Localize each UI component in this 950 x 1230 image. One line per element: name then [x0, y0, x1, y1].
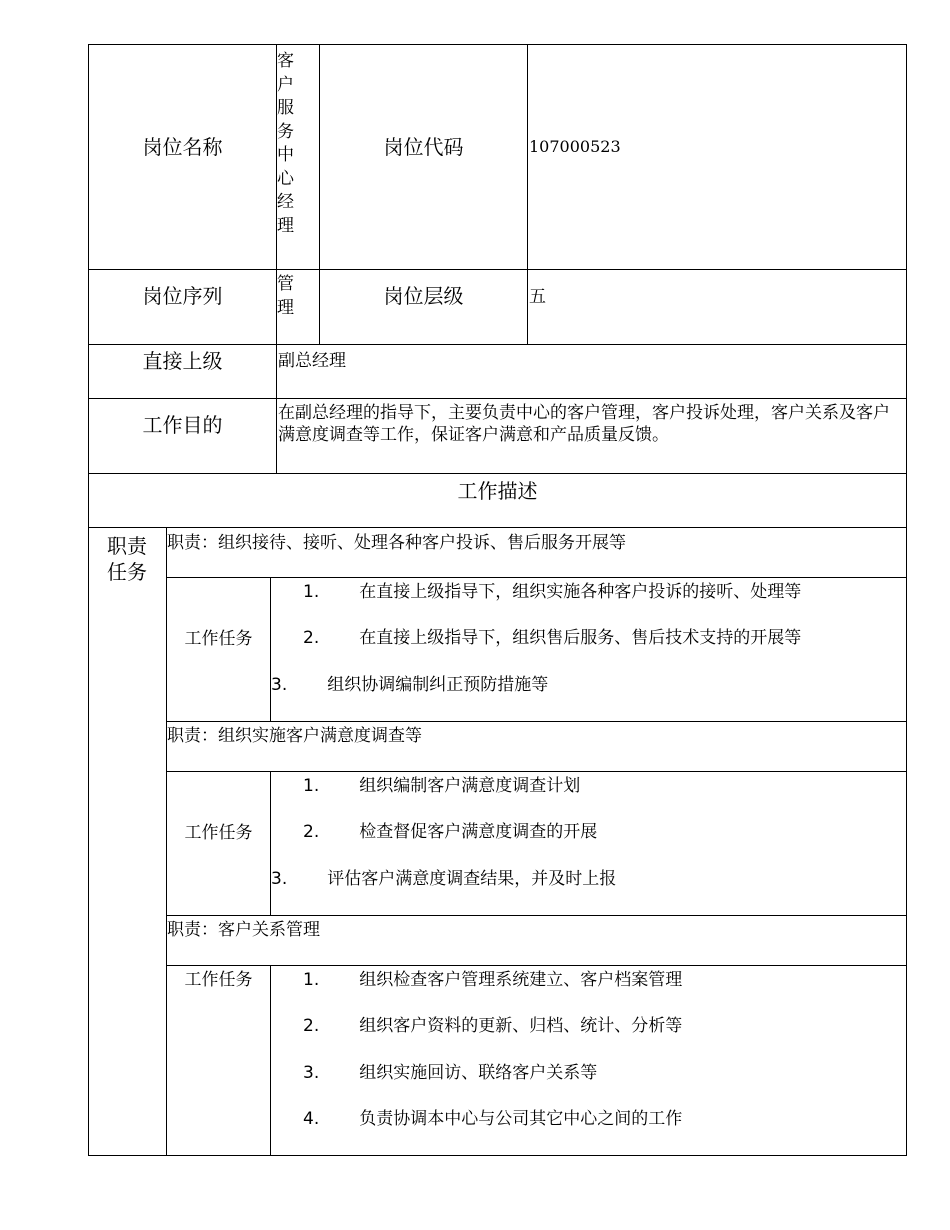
task-item	[303, 1015, 682, 1037]
job-code-value: 107000523	[529, 137, 621, 156]
task-item	[303, 1062, 597, 1084]
duty-label: 职责任务	[107, 534, 147, 584]
task-number: 3.	[271, 869, 288, 889]
duty-title: 职责：组织接待、接听、处理各种客户投诉、售后服务开展等	[167, 533, 626, 553]
task-label: 工作任务	[184, 823, 253, 843]
task-text: 检查督促客户满意度调查的开展	[359, 822, 598, 842]
task-number: 4.	[303, 1109, 320, 1129]
job-name-value: 客户服务中心经理	[277, 51, 294, 236]
task-item	[303, 969, 682, 991]
task-item	[303, 627, 801, 649]
job-series-value: 管理	[277, 274, 294, 318]
task-number: 2.	[303, 628, 320, 648]
job-level-label: 岗位层级	[383, 284, 464, 308]
task-text: 评估客户满意度调查结果，并及时上报	[327, 869, 617, 889]
task-text: 在直接上级指导下，组织售后服务、售后技术支持的开展等	[359, 628, 802, 648]
task-item	[303, 581, 801, 603]
job-level-value: 五	[529, 287, 546, 307]
task-number: 1.	[303, 970, 320, 990]
task-text: 在直接上级指导下，组织实施各种客户投诉的接听、处理等	[359, 582, 802, 602]
task-number: 3.	[271, 675, 288, 695]
superior-value: 副总经理	[278, 351, 346, 371]
task-item	[303, 775, 580, 797]
job-code-label: 岗位代码	[383, 135, 464, 159]
description-title: 工作描述	[457, 479, 538, 503]
task-label: 工作任务	[184, 970, 253, 990]
purpose-label: 工作目的	[142, 413, 223, 437]
duty-title: 职责：客户关系管理	[167, 920, 320, 940]
job-series-label: 岗位序列	[142, 284, 223, 308]
task-item	[271, 868, 616, 890]
task-text: 组织检查客户管理系统建立、客户档案管理	[359, 970, 683, 990]
task-text: 组织客户资料的更新、归档、统计、分析等	[359, 1016, 683, 1036]
superior-label: 直接上级	[142, 349, 223, 373]
task-text: 组织编制客户满意度调查计划	[359, 776, 581, 796]
job-name-label: 岗位名称	[142, 135, 223, 159]
duty-title: 职责：组织实施客户满意度调查等	[167, 726, 422, 746]
task-number: 1.	[303, 776, 320, 796]
task-number: 2.	[303, 822, 320, 842]
task-label: 工作任务	[184, 629, 253, 649]
task-item	[303, 821, 597, 843]
task-number: 2.	[303, 1016, 320, 1036]
task-text: 负责协调本中心与公司其它中心之间的工作	[359, 1109, 683, 1129]
task-number: 1.	[303, 582, 320, 602]
task-text: 组织协调编制纠正预防措施等	[327, 675, 549, 695]
purpose-value: 在副总经理的指导下，主要负责中心的客户管理，客户投诉处理，客户关系及客户满意度调查等工作，保证客户满意和产品质量反馈。	[278, 403, 890, 445]
task-item	[303, 1108, 682, 1130]
task-item	[271, 674, 548, 696]
task-number: 3.	[303, 1063, 320, 1083]
task-text: 组织实施回访、联络客户关系等	[359, 1063, 598, 1083]
